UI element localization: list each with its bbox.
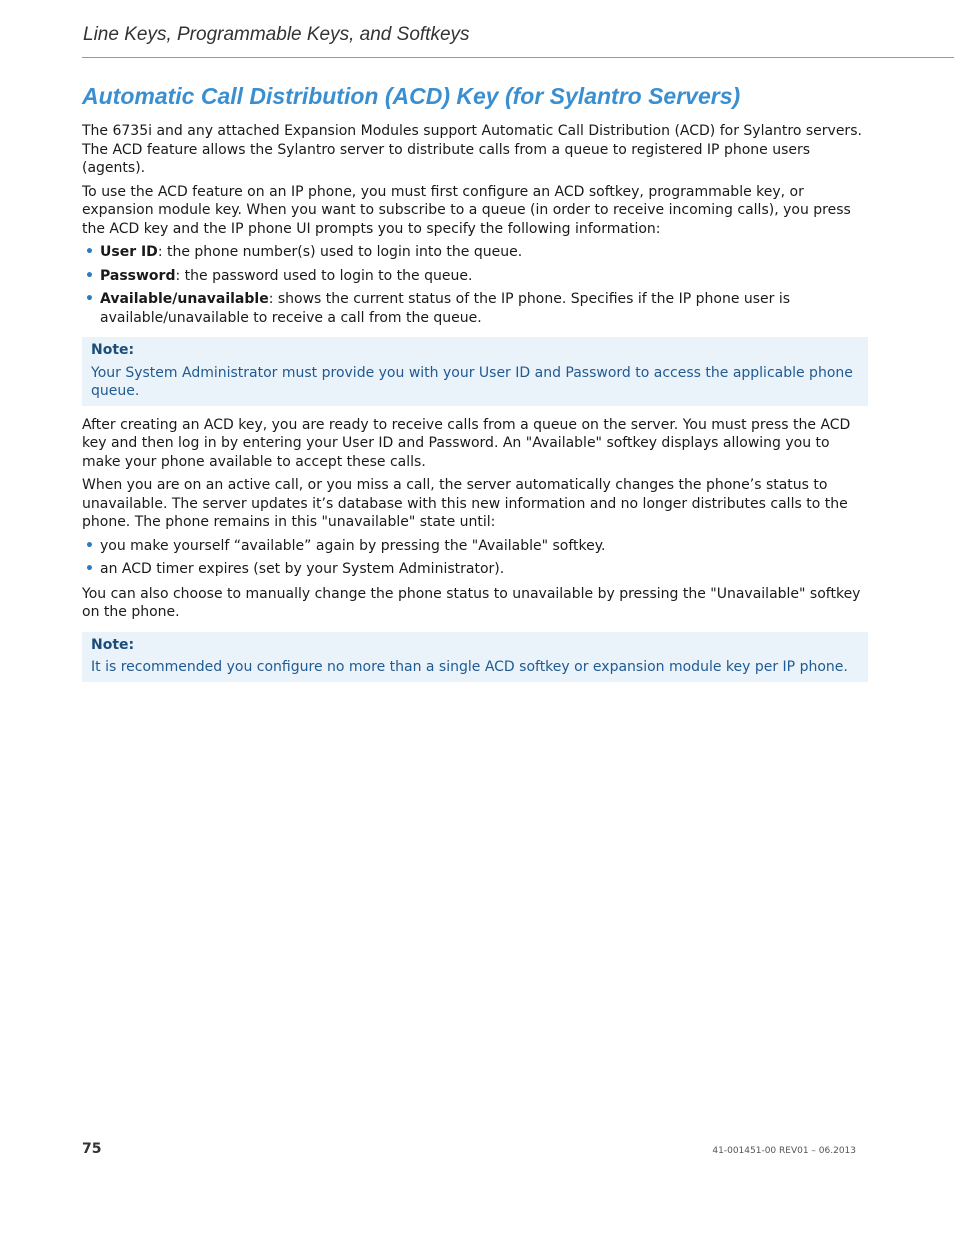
list-item [82, 243, 868, 262]
paragraph-usage: To use the ACD feature on an IP phone, you must first configure an ACD softkey, programmable key, or expansion module key. When you want to subscribe to a queue (in order to receive incoming calls), you press the ACD key and the IP phone UI prompts you to specify the following information: [82, 183, 851, 237]
list-item [82, 267, 868, 286]
list-item-desc: : shows the current status of the IP phone. Specifies if the IP phone user is available/unavailable to receive a call from the queue. [100, 291, 791, 326]
header-rule [82, 57, 954, 58]
paragraph-login: After creating an ACD key, you are ready to receive calls from a queue on the server. You must press the ACD key and then log in by entering your User ID and Password. An "Available" softkey displays allowing you to make your phone available to accept these calls. [82, 416, 851, 470]
note-title: Note: [91, 342, 135, 358]
list-item [82, 290, 868, 327]
paragraph-manual: You can also choose to manually change the phone status to unavailable by pressing the "Unavailable" softkey on the phone. [82, 585, 861, 620]
paragraph-status: When you are on an active call, or you miss a call, the server automatically changes the phone’s status to unavailable. The server updates it’s database with this new information and no longer distributes calls to the phone. The phone remains in this "unavailable" state until: [82, 477, 848, 530]
note-box [82, 632, 868, 682]
page-content [82, 80, 868, 692]
list-item: • an ACD timer expires (set by your System Administrator). [82, 560, 868, 579]
document-id: 41-001451-00 REV01 – 06.2013 [712, 1146, 856, 1156]
list-item-desc: : the phone number(s) used to login into the queue. [157, 244, 523, 260]
note-body: Your System Administrator must provide you with your User ID and Password to access the applicable phone queue. [91, 364, 853, 399]
list-item-term: Available/unavailable [100, 291, 269, 307]
until-list [82, 537, 868, 579]
list-item-term: User ID [100, 244, 158, 260]
note-body: It is recommended you configure no more than a single ACD softkey or expansion module key per IP phone. [91, 659, 848, 675]
note-box [82, 337, 868, 406]
note-title: Note: [91, 636, 135, 653]
list-item-term: Password [100, 267, 176, 284]
info-list [82, 243, 868, 327]
page-number: 75 [82, 1141, 102, 1157]
running-header: Line Keys, Programmable Keys, and Softkeys [83, 24, 470, 45]
list-item: • you make yourself “available” again by pressing the "Available" softkey. [82, 537, 868, 556]
section-title: Automatic Call Distribution (ACD) Key (for Sylantro Servers) [82, 83, 741, 109]
paragraph-intro: The 6735i and any attached Expansion Modules support Automatic Call Distribution (ACD) for Sylantro servers. The ACD feature allows the Sylantro server to distribute calls from a queue to registered IP phone users (agents). [82, 123, 862, 176]
list-item-desc: : the password used to login to the queue. [175, 267, 473, 284]
